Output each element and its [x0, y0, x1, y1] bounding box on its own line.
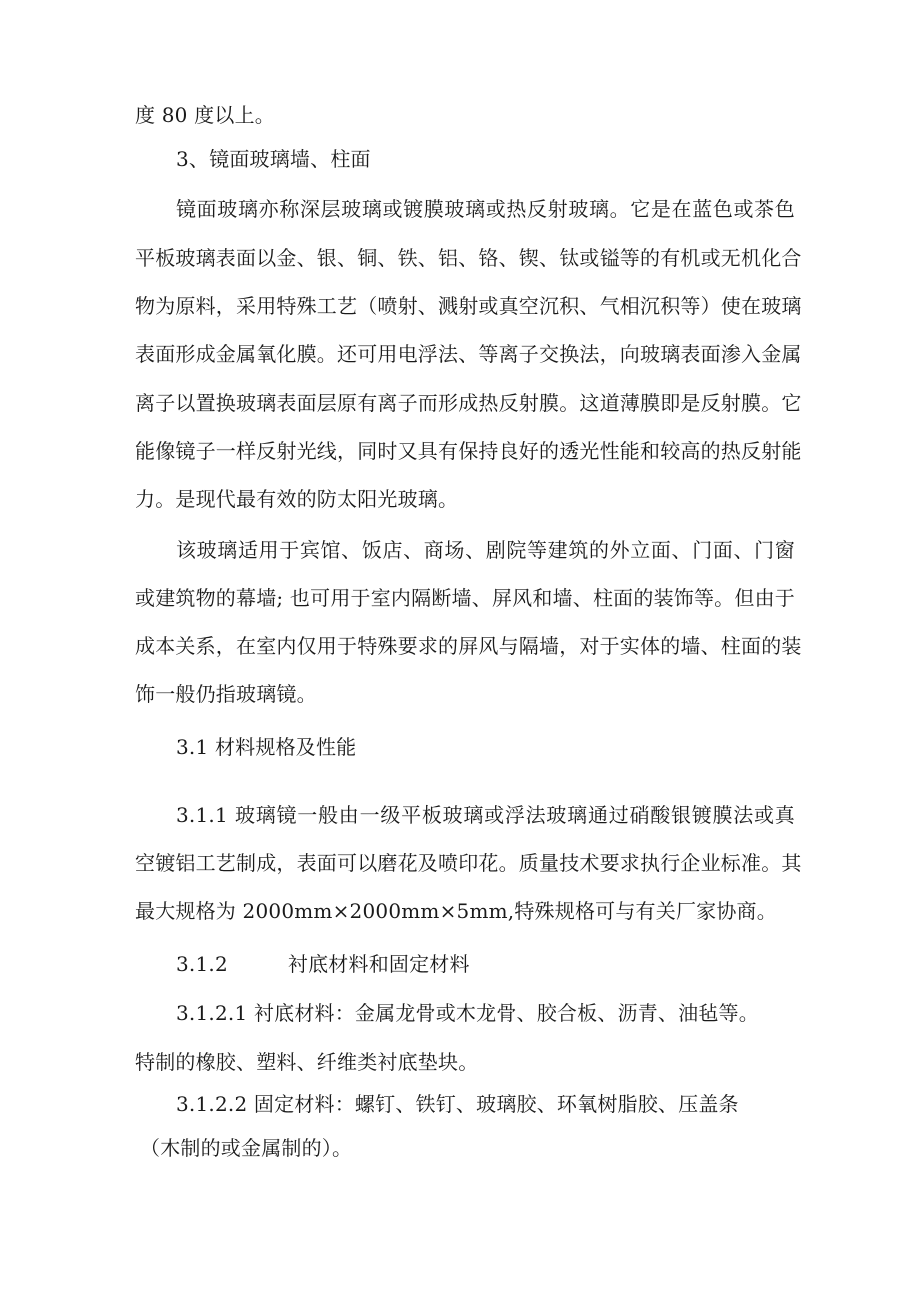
paragraph-line: 离子以置换玻璃表面层原有离子而形成热反射膜。这道薄膜即是反射膜。它 — [135, 391, 802, 415]
section-heading: 3、镜面玻璃墙、柱面 — [176, 147, 371, 171]
paragraph-line: 能像镜子一样反射光线，同时又具有保持良好的透光性能和较高的热反射能 — [135, 439, 802, 463]
paragraph-line: 该玻璃适用于宾馆、饭店、商场、剧院等建筑的外立面、门面、门窗 — [176, 538, 795, 562]
paragraph-line: 空镀铝工艺制成，表面可以磨花及喷印花。质量技术要求执行企业标准。其 — [135, 851, 802, 875]
paragraph-line: 成本关系，在室内仅用于特殊要求的屏风与隔墙，对于实体的墙、柱面的装 — [135, 634, 802, 658]
paragraph-line: 力。是现代最有效的防太阳光玻璃。 — [135, 487, 459, 511]
paragraph-line: （木制的或金属制的）。 — [140, 1136, 353, 1160]
paragraph-line: 镜面玻璃亦称深层玻璃或镀膜玻璃或热反射玻璃。它是在蓝色或茶色 — [176, 197, 795, 221]
paragraph-line: 最大规格为 2000mm×2000mm×5mm,特殊规格可与有关厂家协商。 — [135, 899, 777, 923]
paragraph-line: 或建筑物的幕墙; 也可用于室内隔断墙、屏风和墙、柱面的装饰等。但由于 — [135, 586, 795, 610]
subsection-heading: 3.1 材料规格及性能 — [176, 735, 357, 759]
subsection-heading — [176, 952, 836, 976]
paragraph-line: 3.1.1 玻璃镜一般由一级平板玻璃或浮法玻璃通过硝酸银镀膜法或真 — [176, 803, 795, 827]
paragraph-line: 平板玻璃表面以金、银、铜、铁、铝、铬、锲、钛或镒等的有机或无机化合 — [135, 246, 802, 270]
paragraph-line: 3.1.2.1 衬底材料：金属龙骨或木龙骨、胶合板、沥青、油毡等。 — [176, 1001, 759, 1025]
paragraph-line: 表面形成金属氧化膜。还可用电浮法、等离子交换法，向玻璃表面渗入金属 — [135, 342, 802, 366]
paragraph-line: 3.1.2.2 固定材料：螺钉、铁钉、玻璃胶、环氧树脂胶、压盖条 — [176, 1092, 739, 1116]
paragraph-line: 饰一般仍指玻璃镜。 — [135, 682, 317, 706]
subsection-title: 衬底材料和固定材料 — [287, 952, 470, 976]
paragraph-line: 特制的橡胶、塑料、纤维类衬底垫块。 — [135, 1050, 479, 1074]
paragraph-line: 物为原料，采用特殊工艺（喷射、溅射或真空沉积、气相沉积等）使在玻璃 — [135, 294, 802, 318]
subsection-number: 3.1.2 — [176, 952, 228, 976]
paragraph-line: 度 80 度以上。 — [135, 103, 275, 127]
